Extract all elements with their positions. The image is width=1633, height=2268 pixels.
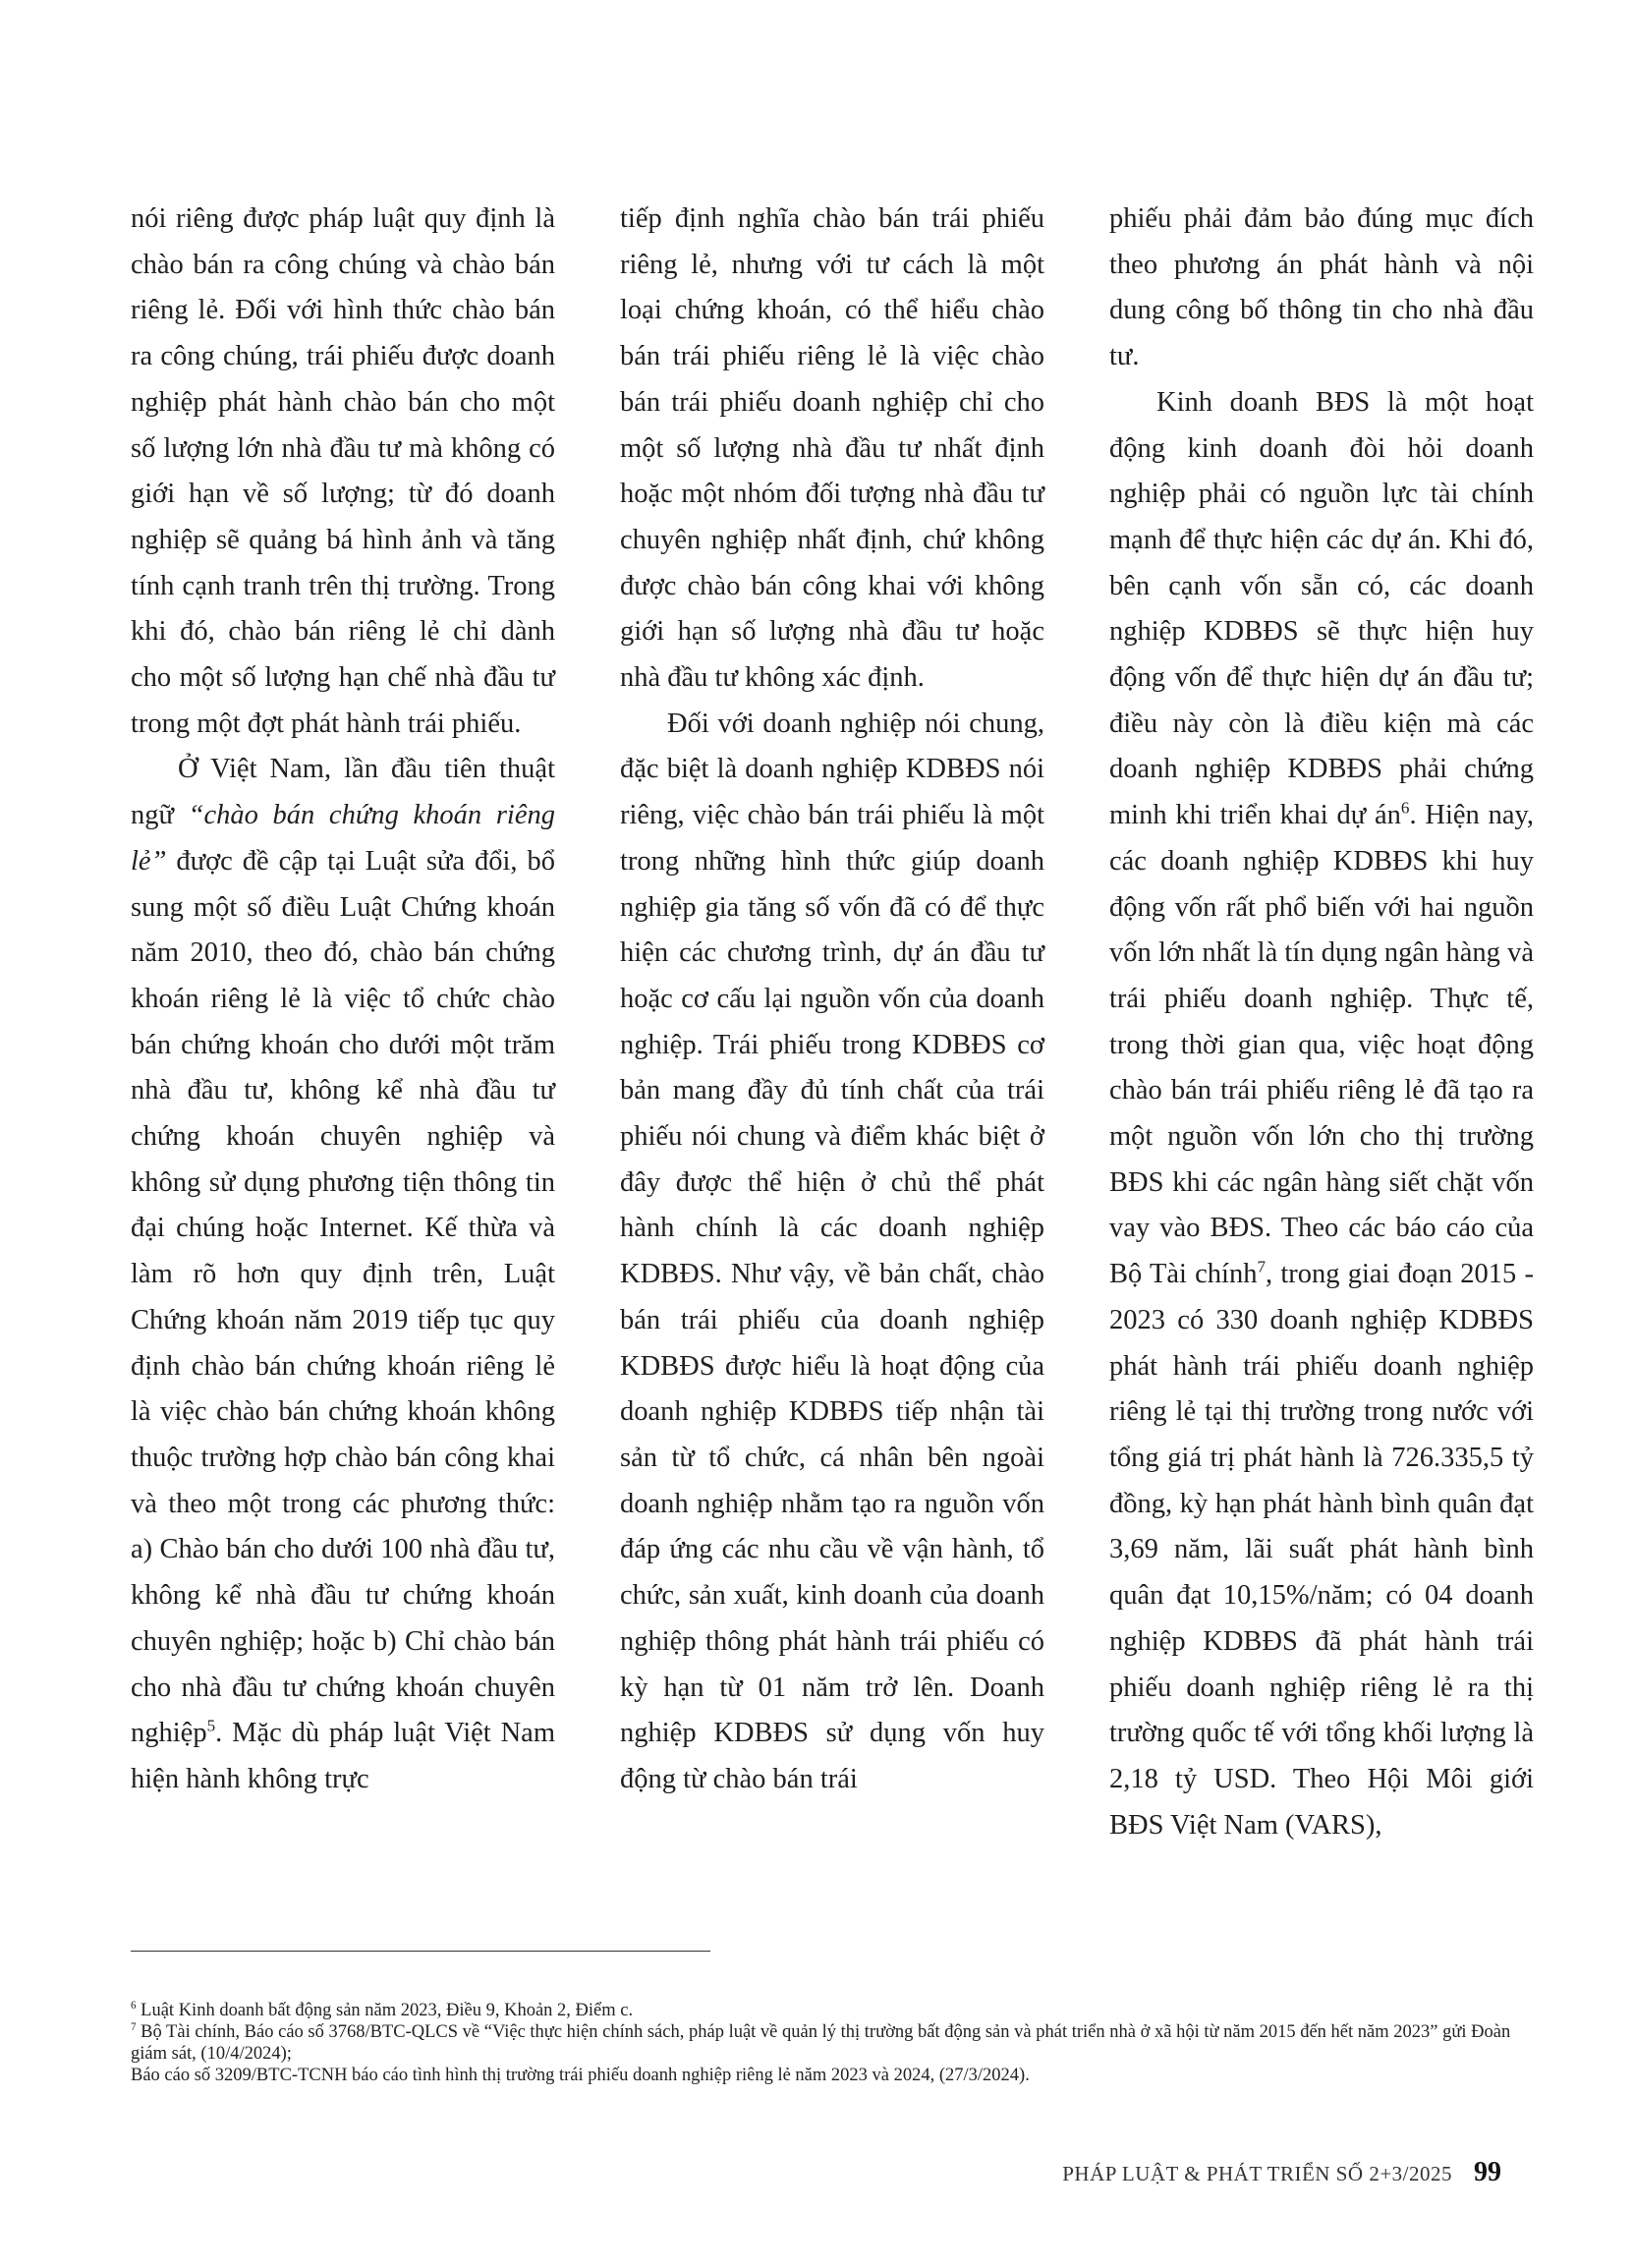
footnote-text: Bộ Tài chính, Báo cáo số 3768/BTC-QLCS về “Việc thực hiện chính sách, pháp luật về quản lý thị trường bất động sản và phát triển nhà ở xã hội từ năm 2015 đến hết năm 2023” gửi Đoàn giám sát, (10/4/2024);: [131, 2022, 1511, 2064]
footnote-ref: 5: [206, 1716, 216, 1735]
footnote-mark: 6: [131, 1999, 137, 2012]
footnote: [131, 2065, 1536, 2086]
paragraph: Đối với doanh nghiệp nói chung, đặc biệt là doanh nghiệp KDBĐS nói riêng, việc chào bán trái phiếu là một trong những hình thức giúp doanh nghiệp gia tăng số vốn đã có để thực hiện các chương trình, dự án đầu tư hoặc cơ cấu lại nguồn vốn của doanh nghiệp. Trái phiếu trong KDBĐS cơ bản mang đầy đủ tính chất của trái phiếu nói chung và điểm khác biệt ở đây được thể hiện ở chủ thể phát hành chính là các doanh nghiệp KDBĐS. Như vậy, về bản chất, chào bán trái phiếu của doanh nghiệp KDBĐS được hiểu là hoạt động của doanh nghiệp KDBĐS tiếp nhận tài sản từ tổ chức, cá nhân bên ngoài doanh nghiệp nhằm tạo ra nguồn vốn đáp ứng các nhu cầu về vận hành, tổ chức, sản xuất, kinh doanh của doanh nghiệp thông phát hành trái phiếu có kỳ hạn từ 01 năm trở lên. Doanh nghiệp KDBĐS sử dụng vốn huy động từ chào bán trái: [620, 708, 1044, 1794]
footnotes: [131, 2000, 1536, 2086]
page-number: 99: [1474, 2157, 1501, 2187]
footnote: [131, 2000, 1536, 2021]
journal-name: PHÁP LUẬT & PHÁT TRIỂN SỐ 2+3/2025: [1062, 2162, 1452, 2185]
footnote-text: Báo cáo số 3209/BTC-TCNH báo cáo tình hình thị trường trái phiếu doanh nghiệp riêng lẻ năm 2023 và 2024, (27/3/2024).: [131, 2066, 1030, 2085]
paragraph: phiếu phải đảm bảo đúng mục đích theo phương án phát hành và nội dung công bố thông tin cho nhà đầu tư.: [1109, 203, 1534, 372]
quoted-term: “chào bán chứng khoán riêng lẻ”: [131, 800, 555, 877]
footnote-ref: 6: [1400, 798, 1410, 818]
footnote-divider: [131, 1951, 710, 1952]
footnote-ref: 7: [1257, 1257, 1267, 1276]
column-1: [131, 197, 555, 1911]
paragraph: [1109, 380, 1534, 1849]
body-columns: [131, 197, 1534, 1911]
paragraph-text: Ở Việt Nam, lần đầu tiên thuật ngữ: [131, 754, 555, 831]
column-3: [1109, 197, 1534, 1911]
paragraph: tiếp định nghĩa chào bán trái phiếu riêng lẻ, nhưng với tư cách là một loại chứng khoán, có thể hiểu chào bán trái phiếu riêng lẻ là việc chào bán trái phiếu doanh nghiệp chỉ cho một số lượng nhà đầu tư nhất định hoặc một nhóm đối tượng nhà đầu tư chuyên nghiệp nhất định, chứ không được chào bán công khai với không giới hạn số lượng nhà đầu tư hoặc nhà đầu tư không xác định.: [620, 203, 1044, 694]
paragraph: nói riêng được pháp luật quy định là chào bán ra công chúng và chào bán riêng lẻ. Đối với hình thức chào bán ra công chúng, trái phiếu được doanh nghiệp phát hành chào bán cho một số lượng lớn nhà đầu tư mà không có giới hạn về số lượng; từ đó doanh nghiệp sẽ quảng bá hình ảnh và tăng tính cạnh tranh trên thị trường. Trong khi đó, chào bán riêng lẻ chỉ dành cho một số lượng hạn chế nhà đầu tư trong một đợt phát hành trái phiếu.: [131, 203, 555, 739]
paragraph-text: được đề cập tại Luật sửa đổi, bổ sung một số điều Luật Chứng khoán năm 2010, theo đó, chào bán chứng khoán riêng lẻ là việc tổ chức chào bán chứng khoán cho dưới một trăm nhà đầu tư, không kể nhà đầu tư chứng khoán chuyên nghiệp và không sử dụng phương tiện thông tin đại chúng hoặc Internet. Kế thừa và làm rõ hơn quy định trên, Luật Chứng khoán năm 2019 tiếp tục quy định chào bán chứng khoán riêng lẻ là việc chào bán chứng khoán không thuộc trường hợp chào bán công khai và theo một trong các phương thức: a) Chào bán cho dưới 100 nhà đầu tư, không kể nhà đầu tư chứng khoán chuyên nghiệp; hoặc b) Chỉ chào bán cho nhà đầu tư chứng khoán chuyên nghiệp: [131, 845, 555, 1749]
paragraph: [131, 747, 555, 1802]
paragraph-text: . Mặc dù pháp luật Việt Nam hiện hành không trực: [131, 1718, 555, 1794]
page-footer: [1062, 2157, 1501, 2188]
paragraph-text: . Hiện nay, các doanh nghiệp KDBĐS khi huy động vốn rất phổ biến với hai nguồn vốn lớn nhất là tín dụng ngân hàng và trái phiếu doanh nghiệp. Thực tế, trong thời gian qua, việc hoạt động chào bán trái phiếu riêng lẻ đã tạo ra một nguồn vốn lớn cho thị trường BĐS khi các ngân hàng siết chặt vốn vay vào BĐS. Theo các báo cáo của Bộ Tài chính: [1109, 800, 1534, 1290]
paragraph-text: Kinh doanh BĐS là một hoạt động kinh doanh đòi hỏi doanh nghiệp phải có nguồn lực tài chính mạnh để thực hiện các dự án. Khi đó, bên cạnh vốn sẵn có, các doanh nghiệp KDBĐS sẽ thực hiện huy động vốn để thực hiện dự án đầu tư; điều này còn là điều kiện mà các doanh nghiệp KDBĐS phải chứng minh khi triển khai dự án: [1109, 386, 1534, 831]
column-2: [620, 197, 1044, 1911]
paragraph-text: , trong giai đoạn 2015 - 2023 có 330 doanh nghiệp KDBĐS phát hành trái phiếu doanh nghiệp riêng lẻ tại thị trường trong nước với tổng giá trị phát hành là 726.335,5 tỷ đồng, kỳ hạn phát hành bình quân đạt 3,69 năm, lãi suất phát hành bình quân đạt 10,15%/năm; có 04 doanh nghiệp KDBĐS đã phát hành trái phiếu doanh nghiệp riêng lẻ ra thị trường quốc tế với tổng khối lượng là 2,18 tỷ USD. Theo Hội Môi giới BĐS Việt Nam (VARS),: [1109, 1259, 1534, 1841]
footnote: [131, 2021, 1536, 2065]
footnote-text: Luật Kinh doanh bất động sản năm 2023, Điều 9, Khoản 2, Điểm c.: [136, 2001, 634, 2020]
footnote-mark: 7: [131, 2020, 137, 2033]
